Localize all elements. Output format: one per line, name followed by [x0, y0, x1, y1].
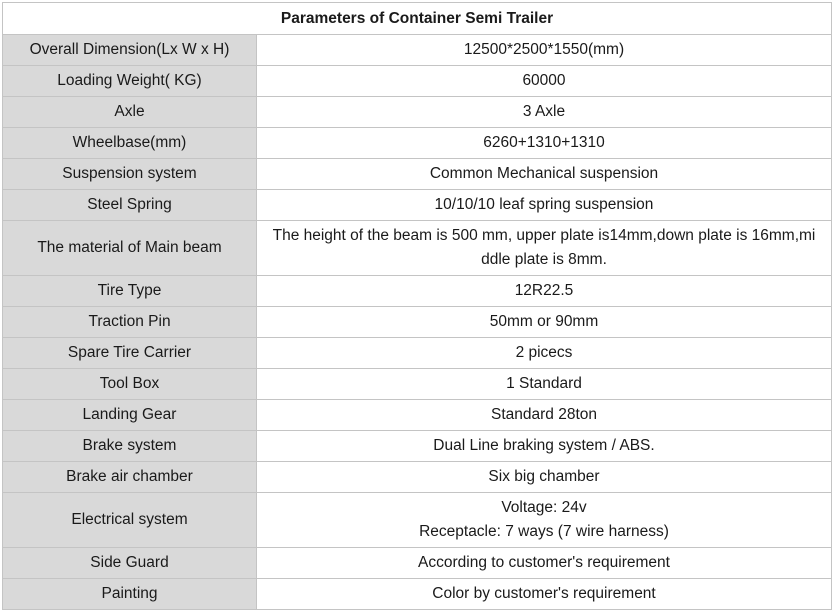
parameter-label: Painting	[3, 579, 257, 610]
parameter-value	[257, 462, 832, 493]
parameter-label: Tire Type	[3, 276, 257, 307]
parameter-value-line: 1 Standard	[506, 375, 582, 392]
table-row	[3, 66, 832, 97]
parameter-value-line: 2 picecs	[515, 344, 573, 361]
parameter-label: Electrical system	[3, 493, 257, 548]
table-row	[3, 97, 832, 128]
parameter-label: Spare Tire Carrier	[3, 338, 257, 369]
parameter-label: Side Guard	[3, 548, 257, 579]
parameter-value-line: Color by customer's requirement	[432, 585, 656, 602]
table-title-row	[3, 3, 832, 35]
table-row	[3, 221, 832, 276]
parameter-value	[257, 190, 832, 221]
table-row	[3, 400, 832, 431]
parameter-value	[257, 307, 832, 338]
parameter-label: Axle	[3, 97, 257, 128]
parameter-value-line: Common Mechanical suspension	[429, 165, 659, 182]
parameter-value	[257, 221, 832, 276]
parameter-value	[257, 128, 832, 159]
table-row	[3, 431, 832, 462]
parameter-label: Overall Dimension(Lx W x H)	[3, 35, 257, 66]
table-row	[3, 462, 832, 493]
parameters-table-body	[3, 3, 832, 610]
parameter-value	[257, 493, 832, 548]
parameter-value	[257, 35, 832, 66]
parameter-value-line: 60000	[522, 72, 566, 89]
table-row	[3, 276, 832, 307]
parameter-label: Brake air chamber	[3, 462, 257, 493]
table-row	[3, 493, 832, 548]
parameter-value-line: 10/10/10 leaf spring suspension	[434, 196, 654, 213]
table-row	[3, 338, 832, 369]
parameter-value-line: ddle plate is 8mm.	[481, 251, 607, 268]
parameter-label: Loading Weight( KG)	[3, 66, 257, 97]
parameter-value-line: Six big chamber	[488, 468, 600, 485]
parameter-value-line: 3 Axle	[522, 103, 566, 120]
table-row	[3, 35, 832, 66]
table-row	[3, 128, 832, 159]
parameter-value-line: The height of the beam is 500 mm, upper plate is14mm,down plate is 16mm,mi	[272, 227, 816, 244]
parameter-value	[257, 159, 832, 190]
parameter-label: Steel Spring	[3, 190, 257, 221]
parameter-value	[257, 276, 832, 307]
parameter-value	[257, 579, 832, 610]
table-title: Parameters of Container Semi Trailer	[3, 3, 832, 35]
parameter-label: Landing Gear	[3, 400, 257, 431]
parameter-value	[257, 338, 832, 369]
parameter-value-line: According to customer's requirement	[418, 554, 670, 571]
parameter-value-line: 50mm or 90mm	[489, 313, 599, 330]
parameter-label: Tool Box	[3, 369, 257, 400]
table-row	[3, 548, 832, 579]
parameter-label: Traction Pin	[3, 307, 257, 338]
parameter-value	[257, 548, 832, 579]
parameter-value-line: 6260+1310+1310	[483, 134, 605, 151]
table-row	[3, 369, 832, 400]
parameter-value	[257, 66, 832, 97]
table-row	[3, 190, 832, 221]
parameter-value-line: Standard 28ton	[490, 406, 597, 423]
parameters-table	[2, 2, 832, 610]
parameter-label: Suspension system	[3, 159, 257, 190]
parameter-value-line: Receptacle: 7 ways (7 wire harness)	[419, 523, 669, 540]
parameter-label: Wheelbase(mm)	[3, 128, 257, 159]
parameter-value	[257, 400, 832, 431]
parameter-label: Brake system	[3, 431, 257, 462]
parameter-value	[257, 97, 832, 128]
table-row	[3, 159, 832, 190]
parameter-value-line: Dual Line braking system / ABS.	[433, 437, 655, 454]
parameter-value-line: 12R22.5	[514, 282, 574, 299]
parameter-value	[257, 431, 832, 462]
table-row	[3, 307, 832, 338]
parameter-value-line: 12500*2500*1550(mm)	[463, 41, 625, 58]
parameter-label: The material of Main beam	[3, 221, 257, 276]
parameter-value-line: Voltage: 24v	[501, 499, 587, 516]
parameter-value	[257, 369, 832, 400]
table-row	[3, 579, 832, 610]
